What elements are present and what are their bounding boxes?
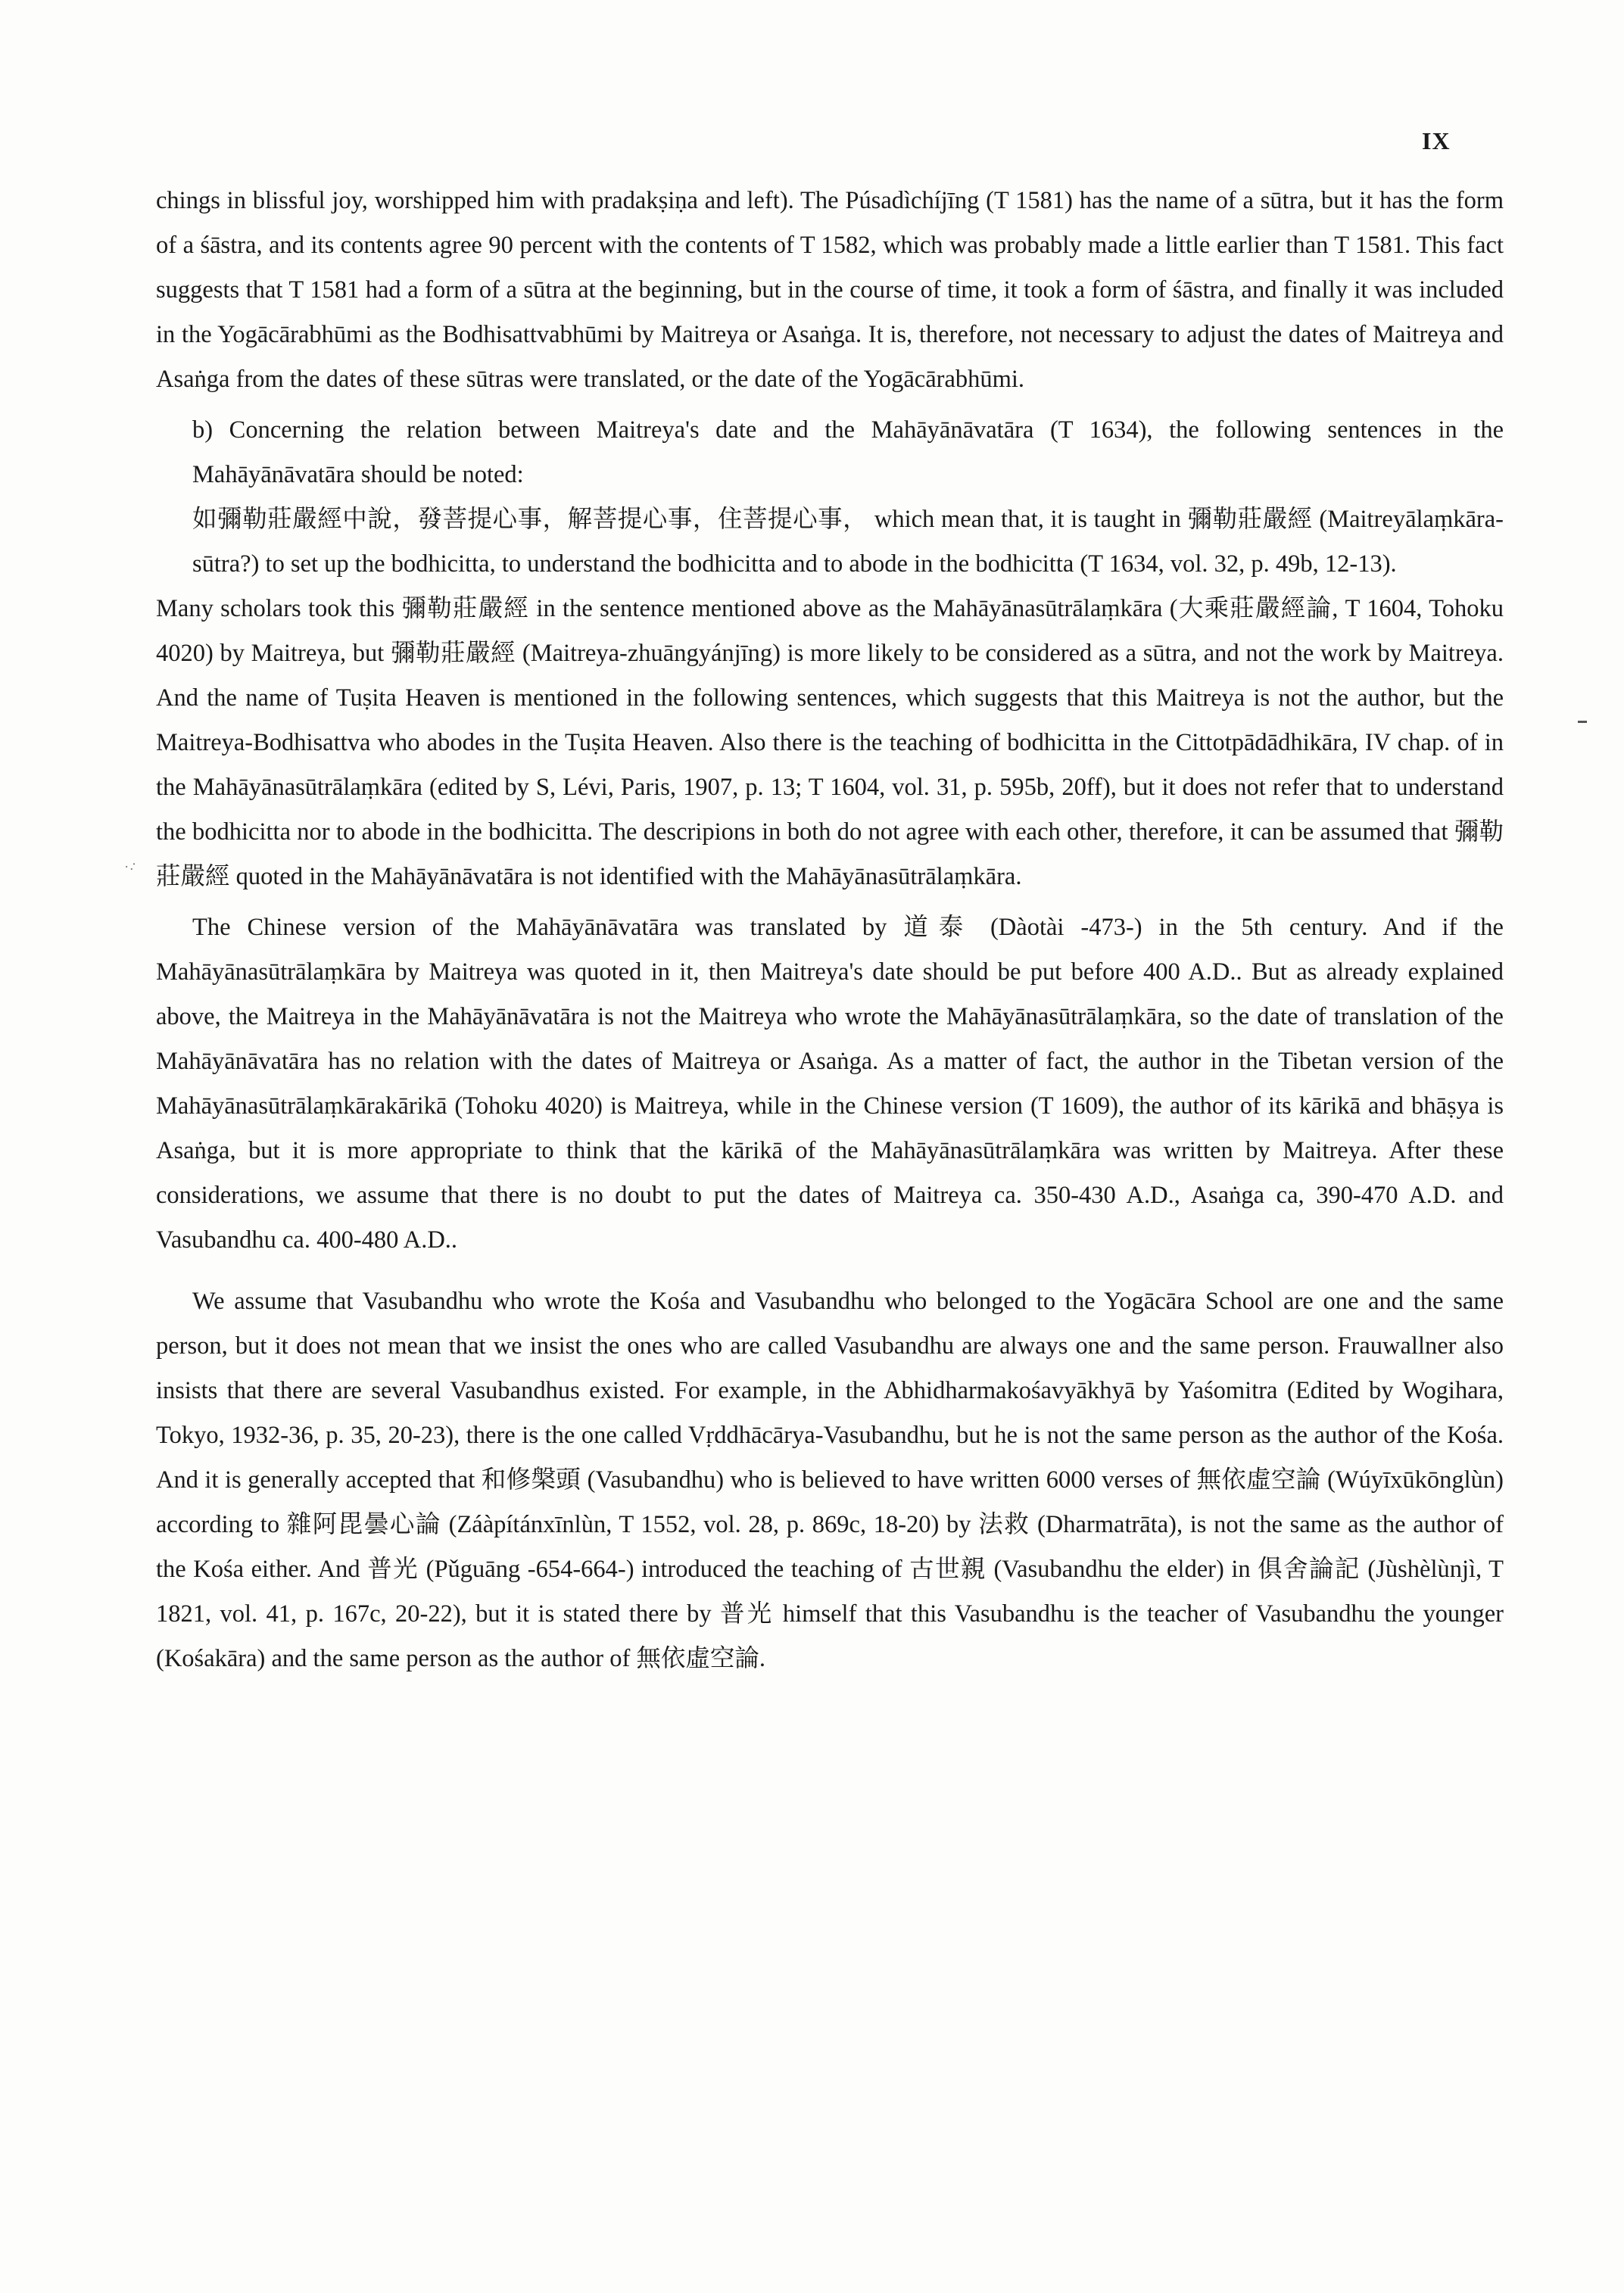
page-number: IX <box>1422 127 1451 154</box>
block-quote: 如彌勒莊嚴經中說，發菩提心事，解菩提心事，住菩提心事， which mean that, it is taught in 彌勒莊嚴經 (Maitreyālaṃkāra-sūtra?) to set up the bodhicitta, to understand the bodhicitta and to abode in the bodhicitta (T 1634, vol. 32, p. 49b, 12-13). <box>192 506 1504 578</box>
paragraph-vasubandhu: We assume that Vasubandhu who wrote the Kośa and Vasubandhu who belonged to the Yogācāra School are one and the same person, but it does not mean that we insist the ones who are called Vasubandhu are always one and the same person. Frauwallner also insists that there are several Vasubandhus existed. For example, in the Abhidharmakośavyākhyā by Yaśomitra (Edited by Wogihara, Tokyo, 1932-36, p. 35, 20-23), there is the one called Vṛddhācārya-Vasubandhu, but he is not the same person as the author of the Kośa. And it is generally accepted that 和修槃頭 (Vasubandhu) who is believed to have written 6000 verses of 無依虛空論 (Wúyīxūkōnglùn) according to 雜阿毘曇心論 (Záàpítánxīnlùn, T 1552, vol. 28, p. 869c, 18-20) by 法救 (Dharmatrāta), is not the same as the author of the Kośa either. And 普光 (Pǔguāng -654-664-) introduced the teaching of 古世親 (Vasubandhu the elder) in 俱舍論記 (Jùshèlùnjì, T 1821, vol. 41, p. 167c, 20-22), but it is stated there by 普光 himself that this Vasubandhu is the teacher of Vasubandhu the younger (Kośakāra) and the same person as the author of 無依虛空論. <box>156 1288 1504 1672</box>
paragraph-scholars: Many scholars took this 彌勒莊嚴經 in the sentence mentioned above as the Mahāyānasūtrālaṃkāra (大乘莊嚴經論, T 1604, Tohoku 4020) by Maitreya, but 彌勒莊嚴經 (Maitreya-zhuāngyánjīng) is more likely to be considered as a sūtra, and not the work by Maitreya. And the name of Tuṣita Heaven is mentioned in the following sentences, which suggests that this Maitreya is not the author, but the Maitreya-Bodhisattva who abodes in the Tuṣita Heaven. Also there is the teaching of bodhicitta in the Cittotpādādhikāra, IV chap. of in the Mahāyānasūtrālaṃkāra (edited by S, Lévi, Paris, 1907, p. 13; T 1604, vol. 31, p. 595b, 20ff), but it does not refer that to understand the bodhicitta nor to abode in the bodhicitta. The descripions in both do not agree with each other, therefore, it can be assumed that 彌勒莊嚴經 quoted in the Mahāyānāvatāra is not identified with the Mahāyānasūtrālaṃkāra. <box>156 595 1504 890</box>
paragraph-continuation: chings in blissful joy, worshipped him with pradakṣiṇa and left). The Púsadìchíjīng (T 1581) has the name of a sūtra, but it has the form of a śāstra, and its contents agree 90 percent with the contents of T 1582, which was probably made a little earlier than T 1581. This fact suggests that T 1581 had a form of a sūtra at the beginning, but in the course of time, it took a form of śāstra, and finally it was included in the Yogācārabhūmi as the Bodhisattvabhūmi by Maitreya or Asaṅga. It is, therefore, not necessary to adjust the dates of Maitreya and Asaṅga from the dates of these sūtras were translated, or the date of the Yogācārabhūmi. <box>156 187 1504 393</box>
margin-dots: ·.· <box>121 855 139 875</box>
body-text <box>156 179 1504 1681</box>
margin-mark <box>1578 721 1587 723</box>
paragraph-section-b: b) Concerning the relation between Maitreya's date and the Mahāyānāvatāra (T 1634), the following sentences in the Mahāyānāvatāra should be noted: <box>192 416 1504 488</box>
paragraph-chinese-version: The Chinese version of the Mahāyānāvatāra was translated by 道泰 (Dàotài -473-) in the 5th century. And if the Mahāyānasūtrālaṃkāra by Maitreya was quoted in it, then Maitreya's date should be put before 400 A.D.. But as already explained above, the Maitreya in the Mahāyānāvatāra is not the Maitreya who wrote the Mahāyānasūtrālaṃkāra, so the date of translation of the Mahāyānāvatāra has no relation with the dates of Maitreya or Asaṅga. As a matter of fact, the author in the Tibetan version of the Mahāyānasūtrālaṃkārakārikā (Tohoku 4020) is Maitreya, while in the Chinese version (T 1609), the author of its kārikā and bhāṣya is Asaṅga, but it is more appropriate to think that the kārikā of the Mahāyānasūtrālaṃkāra was written by Maitreya. After these considerations, we assume that there is no doubt to put the dates of Maitreya ca. 350-430 A.D., Asaṅga ca, 390-470 A.D. and Vasubandhu ca. 400-480 A.D.. <box>156 914 1504 1254</box>
